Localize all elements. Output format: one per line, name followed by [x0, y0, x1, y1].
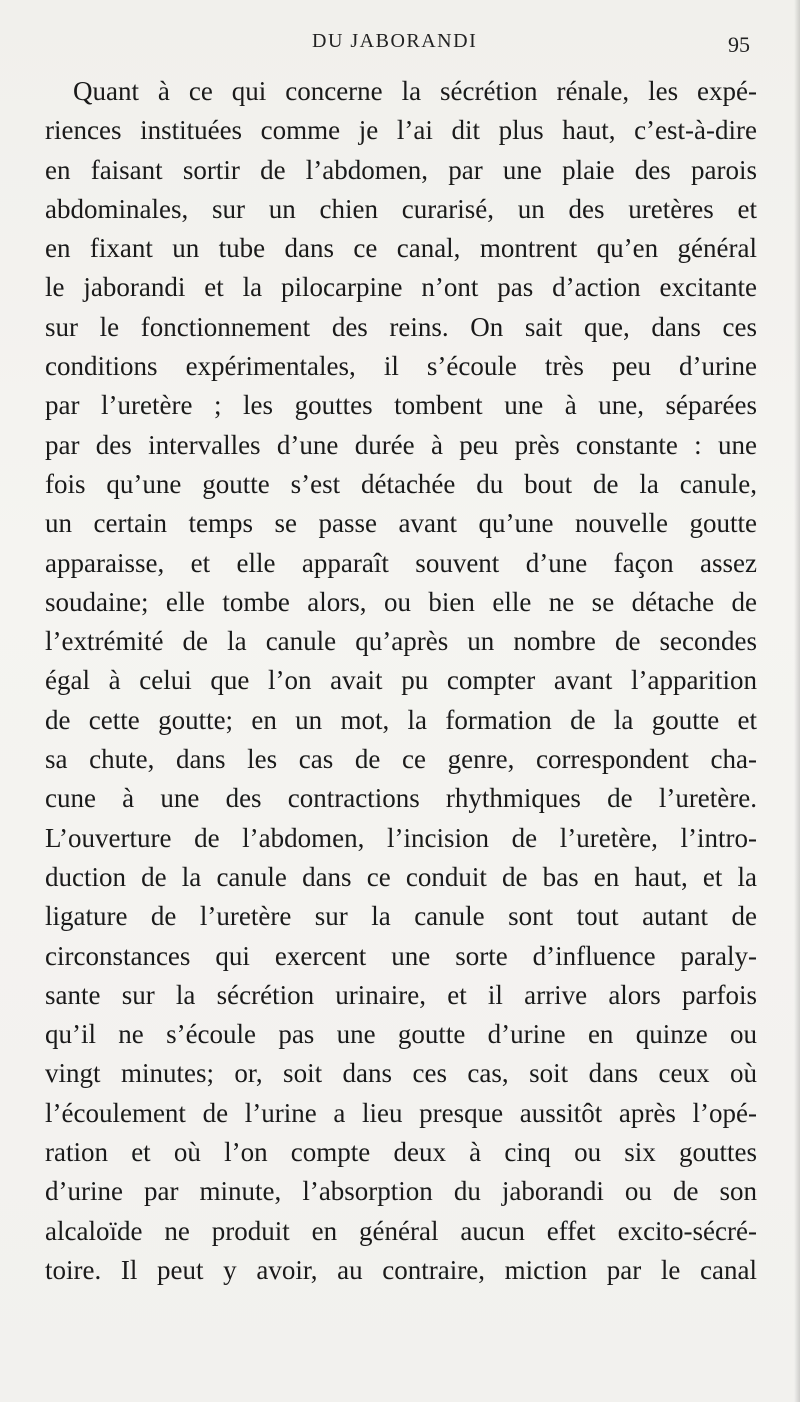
text-line: abdominales, sur un chien curarisé, un des uretères et: [45, 193, 757, 224]
text-line: par l’uretère ; les gouttes tombent une à une, séparées: [45, 390, 757, 421]
text-line: ligature de l’uretère sur la canule sont tout autant de: [45, 901, 757, 932]
text-line: conditions expérimentales, il s’écoule très peu d’urine: [45, 351, 757, 382]
text-line: qu’il ne s’écoule pas une goutte d’urine en quinze ou: [45, 1019, 757, 1050]
text-line: circonstances qui exercent une sorte d’influence paraly-: [45, 940, 757, 971]
text-line: sa chute, dans les cas de ce genre, correspondent cha-: [45, 744, 757, 775]
text-line: un certain temps se passe avant qu’une nouvelle goutte: [45, 508, 757, 539]
running-head: [0, 30, 800, 60]
body-text: [45, 72, 757, 1290]
text-line: d’urine par minute, l’absorption du jaborandi ou de son: [45, 1176, 757, 1207]
text-line: duction de la canule dans ce conduit de bas en haut, et la: [45, 861, 757, 892]
text-line: ration et où l’on compte deux à cinq ou six gouttes: [45, 1137, 757, 1168]
text-line: alcaloïde ne produit en général aucun effet excito-sécré-: [45, 1215, 757, 1246]
text-line: soudaine; elle tombe alors, ou bien elle ne se détache de: [45, 586, 757, 617]
text-line: en faisant sortir de l’abdomen, par une plaie des parois: [45, 154, 757, 185]
text-line: fois qu’une goutte s’est détachée du bout de la canule,: [45, 468, 757, 499]
text-line: L’ouverture de l’abdomen, l’incision de l’uretère, l’intro-: [45, 822, 757, 853]
text-line: vingt minutes; or, soit dans ces cas, soit dans ceux où: [45, 1058, 757, 1089]
text-line: par des intervalles d’une durée à peu près constante : une: [45, 429, 757, 460]
text-line: apparaisse, et elle apparaît souvent d’une façon assez: [45, 547, 757, 578]
text-line: cune à une des contractions rhythmiques de l’uretère.: [45, 783, 757, 814]
text-line: riences instituées comme je l’ai dit plus haut, c’est-à-dire: [45, 115, 757, 146]
page-number: 95: [728, 32, 750, 57]
text-line: l’extrémité de la canule qu’après un nombre de secondes: [45, 626, 757, 657]
text-line: sur le fonctionnement des reins. On sait que, dans ces: [45, 311, 757, 342]
page-edge-shadow: [794, 0, 800, 1402]
running-title: DU JABORANDI: [312, 30, 478, 52]
text-line: l’écoulement de l’urine a lieu presque aussitôt après l’opé-: [45, 1097, 757, 1128]
text-line: toire. Il peut y avoir, au contraire, miction par le canal: [45, 1254, 757, 1285]
text-line: de cette goutte; en un mot, la formation de la goutte et: [45, 704, 757, 735]
text-line: le jaborandi et la pilocarpine n’ont pas d’action excitante: [45, 272, 757, 303]
text-line: sante sur la sécrétion urinaire, et il arrive alors parfois: [45, 979, 757, 1010]
text-line: Quant à ce qui concerne la sécrétion rénale, les expé-: [73, 76, 757, 106]
text-line: égal à celui que l’on avait pu compter avant l’apparition: [45, 665, 757, 696]
text-line: en fixant un tube dans ce canal, montrent qu’en général: [45, 233, 757, 264]
